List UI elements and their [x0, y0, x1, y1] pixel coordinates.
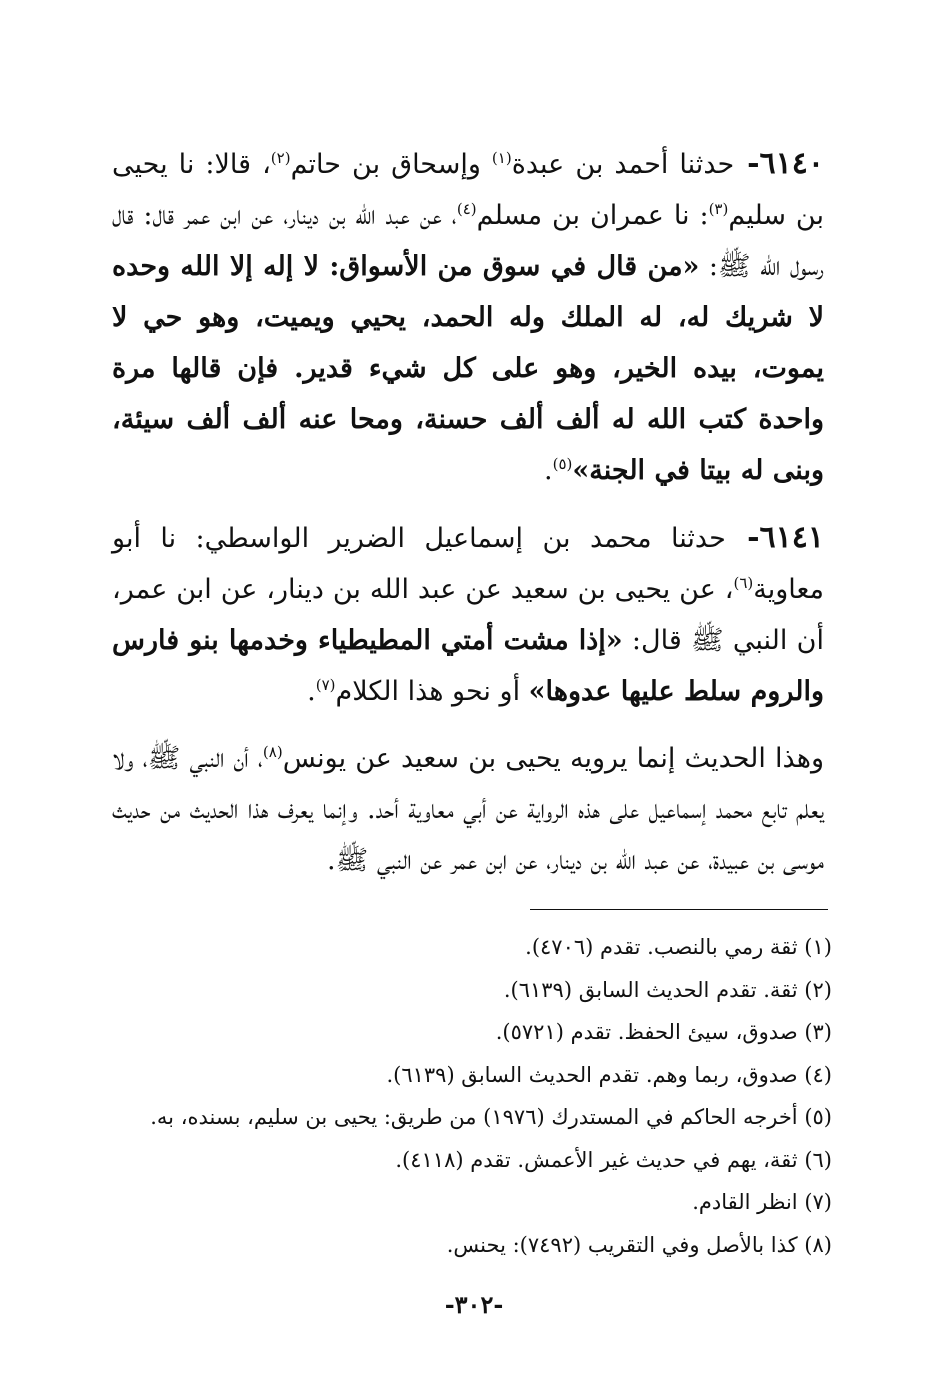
narration-text: وإسحاق بن حاتم	[290, 149, 492, 180]
narration-text: ، عن يحيى بن سعيد عن عبد الله بن دينار، عن ابن عمر، أن النبي ﷺ قال:	[112, 574, 825, 656]
narration-text: ، أن النبي ﷺ، ولا يعلم تابع محمد إسماعيل على هذه الرواية عن أبي معاوية أحد. وإنما يعرف هذا الحديث من حديث موسى بن عبيدة، عن عبد الله بن دينار، عن ابن عمر عن النبي ﷺ.	[112, 743, 824, 876]
page-number: -٣٠٢-	[444, 1290, 504, 1319]
commentary-paragraph	[112, 733, 824, 886]
footnote-1: (١) ثقة رمي بالنصب. تقدم (٤٧٠٦).	[525, 935, 832, 959]
narration-text: ، عن عبد الله بن دينار، عن ابن عمر قال: قال رسول الله ﷺ:	[112, 200, 824, 282]
hadith-number: ٦١٤١	[759, 520, 824, 555]
footnote-divider	[530, 909, 828, 910]
narration-text: .	[307, 676, 316, 707]
narration-text: حدثنا أحمد بن عبدة	[511, 149, 735, 180]
footnote-ref: (٦)	[733, 574, 754, 592]
narration-text: ، قالا: نا يحيى بن سليم	[112, 149, 824, 231]
footnote-5: (٥) أخرجه الحاكم في المستدرك (١٩٧٦) من طريق: يحيى بن سليم، بسنده، به.	[150, 1105, 832, 1129]
narration-text: حدثنا محمد بن إسماعيل الضرير الواسطي: نا أبو معاوية	[112, 523, 824, 605]
footnote-3: (٣) صدوق، سيئ الحفظ. تقدم (٥٧٢١).	[495, 1020, 832, 1044]
footnote-ref: (٧)	[315, 676, 336, 694]
hadith-6141	[112, 512, 824, 717]
footnotes	[112, 926, 832, 1266]
footnote-8: (٨) كذا بالأصل وفي التقريب (٧٤٩٢): يحنس.	[446, 1232, 832, 1257]
narration-text: وهذا الحديث إنما يرويه يحيى بن سعيد عن يونس	[282, 743, 824, 774]
narration-text: .	[544, 455, 553, 486]
hadith-text: «إذا مشت أمتي المطيطياء وخدمها بنو فارس والروم سلط عليها عدوها»	[112, 625, 824, 707]
hadith-6140	[112, 138, 824, 496]
footnote-4: (٤) صدوق، ربما وهم. تقدم الحديث السابق (٦١٣٩).	[386, 1062, 832, 1087]
footnote-2: (٢) ثقة. تقدم الحديث السابق (٦١٣٩).	[503, 977, 832, 1002]
hadith-text: «من قال في سوق من الأسواق: لا إله إلا الله وحده لا شريك له، له الملك وله الحمد، يحيي ويميت، وهو حي لا يموت، بيده الخير، وهو على كل شيء قدير. فإن قالها مرة واحدة كتب الله له ألف ألف حسنة، ومحا عنه ألف ألف سيئة، وبنى له بيتا في الجنة»	[112, 251, 824, 486]
narration-text: أو نحو هذا الكلام	[335, 676, 529, 707]
footnote-7: (٧) انظر القادم.	[692, 1190, 832, 1214]
footnote-ref: (٤)	[456, 200, 477, 218]
hadith-dash: -	[725, 520, 760, 555]
footnote-ref: (٢)	[270, 149, 291, 167]
hadith-dash: -	[734, 146, 760, 181]
footnote-ref: (١)	[491, 149, 512, 167]
footnote-ref: (٨)	[262, 743, 283, 761]
footnote-ref: (٥)	[552, 455, 573, 473]
footnote-6: (٦) ثقة، يهم في حديث غير الأعمش. تقدم (٤١١٨).	[395, 1147, 832, 1172]
footnote-ref: (٣)	[708, 200, 729, 218]
narration-text: : نا عمران بن مسلم	[476, 200, 709, 231]
main-text	[112, 138, 824, 886]
hadith-number: ٦١٤٠	[759, 146, 824, 181]
